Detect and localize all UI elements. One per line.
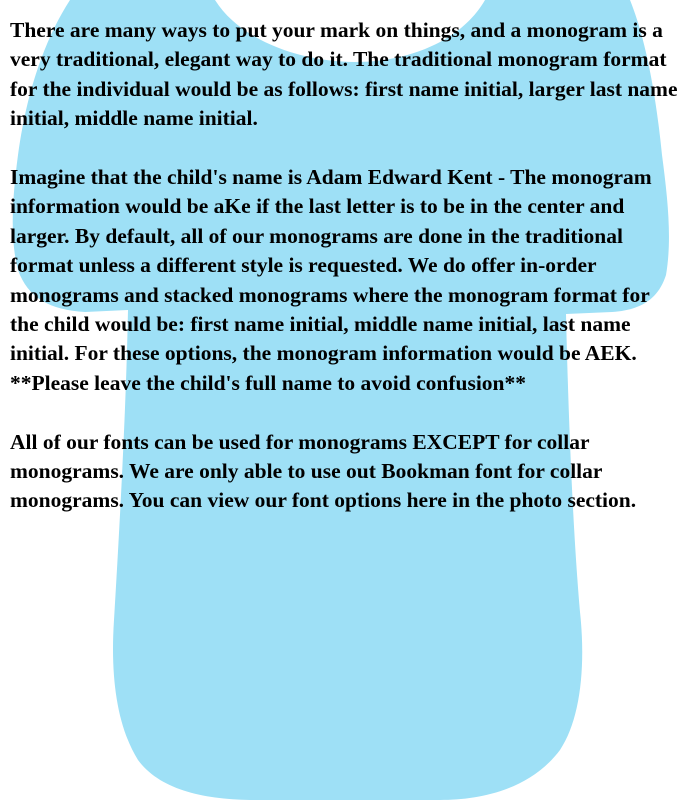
paragraph-collar-monograms: All of our fonts can be used for monograms EXCEPT for collar monograms. We are only able to use out Bookman font for collar monograms. You can view our font options here in the photo section. bbox=[10, 429, 637, 513]
paragraph-monogram-intro: There are many ways to put your mark on things, and a monogram is a very traditional, elegant way to do it. The traditional monogram format for the individual would be as follows: first name initial, larger last name initial, middle name initial. bbox=[10, 18, 678, 131]
monogram-info-text bbox=[10, 16, 678, 516]
paragraph-monogram-example: Imagine that the child's name is Adam Edward Kent - The monogram information would be aKe if the last letter is to be in the center and larger. By default, all of our monograms are done in the traditional format unless a different style is requested. We do offer in-order monograms and stacked monograms where the monogram format for the child would be: first name initial, middle name initial, last name initial. For these options, the monogram information would be AEK. **Please leave the child's full name to avoid confusion** bbox=[10, 165, 652, 395]
